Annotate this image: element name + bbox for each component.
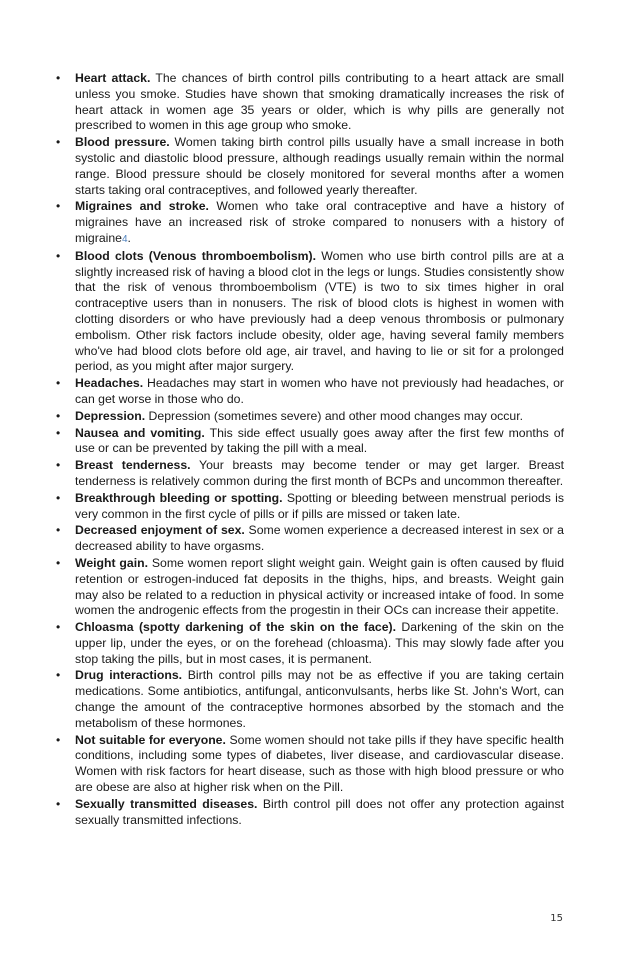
item-term: Not suitable for everyone. (75, 732, 226, 747)
item-term: Drug interactions. (75, 668, 183, 683)
item-text: Darkening of the skin on the upper lip, under the eyes, or on the forehead (chloasma). This may slowly fade after you stop taking the pills, but in most cases, it is permanent. (75, 620, 564, 666)
item-term: Nausea and vomiting. (75, 425, 205, 440)
item-text: The chances of birth control pills contributing to a heart attack are small unless you smoke. Studies have shown that smoking dramatically increases the risk of heart attack in women age 35 years or older, which is why pills are generally not prescribed to women in this age group who smoke. (75, 71, 564, 133)
item-term: Migraines and stroke. (75, 199, 209, 214)
item-term: Headaches. (75, 376, 144, 391)
bullet: • (56, 796, 61, 811)
item-term: Depression. (75, 408, 146, 423)
item-text: Birth control pill does not offer any protection against sexually transmitted infections. (75, 796, 565, 827)
page-number: 15 (550, 913, 563, 924)
item-text: Women taking birth control pills usually have a small increase in both systolic and diastolic blood pressure, although readings usually remain within the normal range. Blood pressure should be closely monitored for several months after a women starts taking oral contraceptives, and followed yearly thereafter. (75, 135, 564, 197)
item-term: Sexually transmitted diseases. (75, 796, 258, 811)
list-item (54, 249, 564, 375)
list-item (54, 409, 564, 425)
list-item (54, 71, 564, 134)
item-term: Breast tenderness. (75, 458, 191, 473)
bullet: • (56, 620, 61, 635)
list-item (54, 458, 564, 490)
item-text: Women who use birth control pills are at a slightly increased risk of having a blood clot in the legs or lungs. Studies consistently show that the risk of venous thromboembolism (VTE) is two to six times higher in oral contraceptive users than in nonusers. The risk of blood clots is highest in women with clotting disorders or who have previously had a deep venous thrombosis or pulmonary embolism. Other risk factors include obesity, older age, having several family members who've had blood clots before old age, air travel, and having to lie or sit for a prolonged period, as you might after major surgery. (75, 248, 564, 374)
item-term: Blood clots (Venous thromboembolism). (75, 248, 317, 263)
list-item (54, 135, 564, 198)
item-text: Birth control pills may not be as effective if you are taking certain medications. Some antibiotics, antifungal, anticonvulsants, herbs like St. John's Wort, can change the amount of the contraceptive hormones absorbed by the stomach and the metabolism of these hormones. (75, 668, 564, 730)
list-item (54, 523, 564, 555)
bullet: • (56, 490, 61, 505)
list-item (54, 491, 564, 523)
item-term: Breakthrough bleeding or spotting. (75, 490, 283, 505)
bullet: • (56, 458, 61, 473)
bullet: • (56, 408, 61, 423)
bullet: • (56, 135, 61, 150)
side-effects-list (54, 71, 564, 829)
item-text: Some women should not take pills if they have specific health conditions, including some types of diabetes, liver disease, and cardiovascular disease. Women with risk factors for heart disease, such as those with high blood pressure or who are obese are also at higher risk when on the Pill. (75, 732, 564, 795)
item-text: Spotting or bleeding between menstrual periods is very common in the first cycle of pills or if pills are missed or taken late. (75, 490, 564, 521)
item-text: Some women report slight weight gain. Weight gain is often caused by fluid retention or estrogen-induced fat deposits in the thighs, hips, and breasts. Weight gain may also be related to a reduction in physical activity or increased intake of food. In some women the androgenic effects from the progestin in their OCs can increase their appetite. (75, 555, 565, 618)
bullet: • (56, 71, 61, 85)
bullet: • (56, 668, 61, 683)
item-text: This side effect usually goes away after the first few months of use or can be prevented by taking the pill with a meal. (75, 425, 564, 456)
item-text: Headaches may start in women who have not previously had headaches, or can get worse in those who do. (75, 376, 564, 406)
bullet: • (56, 523, 61, 538)
item-tail: . (127, 230, 131, 245)
list-item (54, 620, 564, 667)
list-item (54, 376, 564, 408)
list-item (54, 556, 564, 619)
bullet: • (56, 199, 61, 214)
list-item (54, 426, 564, 458)
item-term: Blood pressure. (75, 135, 170, 150)
item-text: Depression (sometimes severe) and other mood changes may occur. (145, 408, 524, 423)
bullet: • (56, 376, 61, 391)
bullet: • (56, 732, 61, 747)
item-term: Decreased enjoyment of sex. (75, 523, 245, 538)
bullet: • (56, 555, 61, 570)
bullet: • (56, 425, 61, 440)
list-item (54, 199, 564, 247)
item-text: Women who take oral contraceptive and have a history of migraines have an increased risk of stroke compared to nonusers with a history of migraine (75, 199, 564, 245)
item-text: Some women experience a decreased interest in sex or a decreased ability to have orgasms. (75, 523, 564, 554)
list-item (54, 797, 564, 829)
bullet: • (56, 248, 61, 263)
reference-link[interactable]: 4 (121, 233, 128, 245)
list-item (54, 733, 564, 796)
item-term: Heart attack. (75, 71, 151, 85)
list-item (54, 668, 564, 731)
item-term: Chloasma (spotty darkening of the skin on the face). (75, 620, 396, 635)
item-text: Your breasts may become tender or may get larger. Breast tenderness is relatively common during the first month of BCPs and uncommon thereafter. (75, 458, 564, 488)
item-term: Weight gain. (75, 555, 149, 570)
